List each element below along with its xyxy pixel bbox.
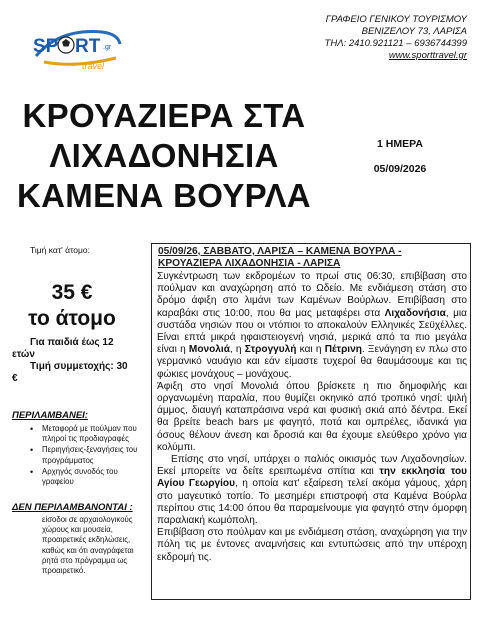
included-heading: ΠΕΡΙΛΑΜΒΑΝΕΙ: [12,410,88,421]
agency-info [267,14,467,62]
price-block [22,280,122,332]
itinerary-paragraph-2: Άφιξη στο νησί Μονολιά όπου βρίσκετε η πιο δημοφιλής και οργανωμένη παραλία, που θυμίζει οκηνικό από τροπικό νησί: ψιλή άμμος, διαυγή καταπράσινα νερά και φυσική σκιά από δέντρα. Εκεί θα βρείτε beach bars με φαγητό, ποτά και ομπρέλες, ιδανικά για όσους θέλουν άνεση και δροσιά και θα έχουμε ελεύθερο χρόνο για κολύμπι. [157,380,467,453]
kids-line-4: € [12,373,18,384]
kids-line-1: Για παιδιά έως 12 [30,337,114,348]
agency-website-link[interactable]: www.sporttravel.gr [388,50,467,61]
price-label: Τιμή κατ' άτομο: [30,245,91,255]
list-item: • Αρχηγός συνοδός του γραφείου [30,467,140,487]
itinerary-paragraph-3: Επίσης στο νησί, υπάρχει ο παλιός οικισμός των Λιχαδονησίων. Εκεί μπορείτε να δείτε ερειπωμένα σπίτια και την εκκλησία του Αγίου Γεωργίου, η οποία κατ' εξαίρεση τελεί ακόμα γάμους, χάρη στο μαγευτικό τοπίο. Το μεσημέρι επιστροφή στα Καμένα Βούρλα περίπου στις 14:00 όπου θα παραμείνουμε για φαγητό στην όμορφη παραλιακή κωμόπολη. [157,454,467,527]
list-item: • Μεταφορά με πούλμαν που πληροί τις προδιαγραφές [30,424,140,444]
kids-line-2: ετών [12,349,35,360]
list-item: • Περιηγήσεις-ξεναγήσεις του προγράμματος [30,445,140,465]
trip-date: 05/09/2026 [373,163,427,175]
itinerary-body [157,271,467,564]
not-included-heading: ΔΕΝ ΠΕΡΙΛΑΜΒΑΝΟΝΤΑΙ : [12,502,133,513]
kids-line-3: Τιμή συμμετοχής: 30 [30,361,128,372]
price-per-person: το άτομο [28,307,116,330]
sporttravel-logo [30,22,125,74]
included-list [30,424,140,488]
agency-name: ΓΡΑΦΕΙΟ ΓΕΝΙΚΟΥ ΤΟΥΡΙΣΜΟΥ [325,14,467,25]
title-line-3: ΚΑΜΕΝΑ ΒΟΥΡΛΑ [17,177,311,214]
logo-graphic [30,22,125,74]
title-line-1: ΚΡΟΥΑΖΙΕΡΑ ΣΤΑ [22,97,306,134]
logo-text: SP [33,36,59,57]
not-included-list [42,515,142,577]
trip-duration: 1 ΗΜΕΡΑ [377,138,423,150]
itinerary-paragraph-4: Επιβίβαση στο πούλμαν και με ενδιάμεση στάση, αναχώρηση για την πόλη τις με έντονες αναμνήσεις και εντυπώσεις από την υπέροχη εκδρομή τις. [157,527,467,563]
price-value: 35 € [51,281,93,304]
title-line-2: ΛΙΧΑΔΟΝΗΣΙΑ [49,137,279,174]
itinerary-paragraph-1: Συγκέντρωση των εκδρομέων το πρωί στις 06:30, επιβίβαση στο πούλμαν και αναχώρηση από το Ωδείο. Με ενδιάμεση στάση στο δρόμο άφιξη στο λιμάνι των Καμένων Βούρλων. Επιβίβαση στο καραβάκι στις 10:00, που θα μας μεταφέρει στα Λιχαδονήσια, μια συστάδα νησιών που οι ντόπιοι το αποκαλούν Ελληνικές Σεϋχέλλες. Είναι επτά μικρά ηφαιστειογενή νησιά, μερικά από τα πιο μεγάλα είναι η Μονολιά, η Στρογγυλή και η Πέτρινη. Ξενάγηση εν πλω στο γερμανικό ναυάγιο και εάν είμαστε τυχεροί θα θαυμάσουμε και τις φώκιες μονάχους – μονάχους. [157,271,467,380]
agency-phone: ΤΗΛ: 2410.921121 – 6936744399 [324,38,467,49]
trip-title [14,96,314,216]
list-item: είσοδοι σε αρχαιολογικούς χώρους και μουσεία, προαιρετικές εκδηλώσεις, καθώς και ότι αναγράφεται ρητά στο πρόγραμμα ως προαιρετικό. [42,515,134,576]
kids-price [12,337,130,385]
itinerary-header: 05/09/26, ΣΑΒΒΑΤΟ, ΛΑΡΙΣΑ – ΚΑΜΕΝΑ ΒΟΥΡΛΑ - ΚΡΟΥΑΖΙΕΡΑ ΛΙΧΑΔΟΝΗΣΙΑ - ΛΑΡΙΣΑ [158,246,402,269]
svg-text:travel: travel [82,61,105,71]
svg-text:RT: RT [75,36,101,57]
agency-address: ΒΕΝΙΖΕΛΟΥ 73, ΛΑΡΙΣΑ [361,26,467,37]
svg-text:.gr: .gr [103,44,112,51]
